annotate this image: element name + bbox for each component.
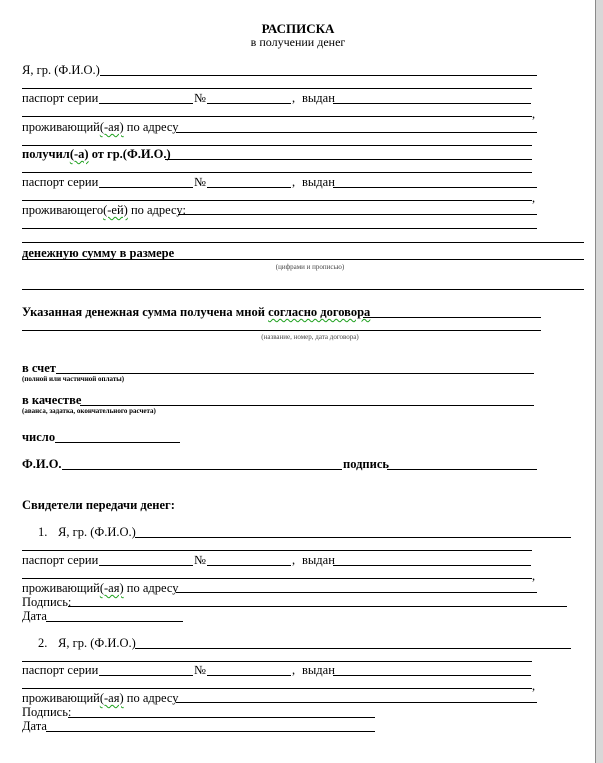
- receiver-issued-field[interactable]: [333, 187, 537, 188]
- witness-1-date-label: Дата: [22, 609, 47, 623]
- witness-2-issued-field-line2[interactable]: [22, 688, 532, 689]
- receiver-comma: ,: [532, 191, 536, 205]
- witness-1-name-field-line2[interactable]: [22, 550, 532, 551]
- witness-2-passport-series-label: паспорт серии: [22, 663, 99, 677]
- contract-field[interactable]: [363, 317, 541, 318]
- witness-1-passport-series-label: паспорт серии: [22, 553, 99, 567]
- witness-2-name-label: Я, гр. (Ф.И.О.): [58, 636, 136, 650]
- as-label: в качестве: [22, 393, 82, 407]
- witness-1-comma: ,: [532, 569, 536, 583]
- as-field[interactable]: [80, 405, 534, 406]
- amount-hint: (цифрами и прописью): [275, 263, 345, 271]
- witness-2-address-field[interactable]: [176, 702, 537, 703]
- receiver-issued-label: выдан: [302, 175, 335, 189]
- witness-1-passport-number-label: №: [194, 553, 206, 567]
- witness-2-signature-label: Подпись:: [22, 705, 72, 719]
- giver-name-field[interactable]: [100, 75, 537, 76]
- receiver-from-label: получил(-а) от гр.(Ф.И.О.): [22, 147, 171, 161]
- witness-2-date-label: Дата: [22, 719, 47, 733]
- witness-2-issued-field[interactable]: [333, 675, 531, 676]
- receiver-passport-number-label: №: [194, 175, 206, 189]
- document-title: РАСПИСКА: [261, 21, 335, 36]
- witness-2-number: 2.: [38, 636, 48, 650]
- witness-1-number: 1.: [38, 525, 48, 539]
- amount-field-line2[interactable]: [22, 289, 584, 290]
- as-hint: (аванса, задатка, окончательного расчета): [22, 407, 156, 415]
- witness-1-date-field[interactable]: [46, 621, 183, 622]
- account-label: в счет: [22, 361, 56, 375]
- receiver-issued-field-line2[interactable]: [22, 200, 532, 201]
- witness-1-issued-label: выдан: [302, 553, 335, 567]
- witness-1-passport-number-field[interactable]: [207, 565, 291, 566]
- receiver-line-top[interactable]: [22, 145, 532, 146]
- receiver-name-field[interactable]: [165, 159, 532, 160]
- receiver-address-field-line3[interactable]: [22, 242, 584, 243]
- giver-address-field[interactable]: [176, 132, 537, 133]
- witness-2-address-label: проживающий(-ая) по адресу: [22, 691, 179, 705]
- date-field[interactable]: [55, 442, 180, 443]
- witness-1-issued-field-line2[interactable]: [22, 578, 532, 579]
- witness-1-issued-field[interactable]: [333, 565, 531, 566]
- witness-1-passport-series-field[interactable]: [99, 565, 193, 566]
- witness-1-address-field[interactable]: [176, 592, 537, 593]
- receiver-address-field[interactable]: [178, 214, 537, 215]
- witness-2-comma: ,: [532, 679, 536, 693]
- fio-label: Ф.И.О.: [22, 457, 62, 471]
- signature-label: подпись: [343, 457, 389, 471]
- account-hint: (полной или частичной оплаты): [22, 375, 125, 383]
- witness-2-passport-number-field[interactable]: [207, 675, 291, 676]
- giver-issued-field-line2[interactable]: [22, 116, 532, 117]
- receiver-passport-series-label: паспорт серии: [22, 175, 99, 189]
- giver-passport-series-field[interactable]: [99, 103, 193, 104]
- account-field[interactable]: [56, 373, 534, 374]
- witness-2-passport-series-field[interactable]: [99, 675, 193, 676]
- witness-1-signature-field[interactable]: [68, 606, 567, 607]
- amount-field[interactable]: [22, 259, 584, 260]
- witnesses-heading: Свидетели передачи денег:: [22, 498, 175, 512]
- giver-passport-number-field[interactable]: [207, 103, 291, 104]
- giver-comma: ,: [532, 107, 536, 121]
- page-edge-shadow: [596, 0, 603, 763]
- contract-label: Указанная денежная сумма получена мной согласно договора: [22, 305, 371, 319]
- receiver-address-label: проживающего(-ей) по адресу:: [22, 203, 186, 217]
- receiver-name-field-line2[interactable]: [22, 172, 532, 173]
- witness-2-passport-number-label: №: [194, 663, 206, 677]
- giver-name-field-line2[interactable]: [22, 88, 532, 89]
- witness-2-signature-field[interactable]: [68, 717, 375, 718]
- witness-1-name-label: Я, гр. (Ф.И.О.): [58, 525, 136, 539]
- signature-field[interactable]: [387, 469, 537, 470]
- date-label: число: [22, 430, 56, 444]
- document-page: РАСПИСКА в получении денег Я, гр. (Ф.И.О.) паспорт серии № , выдан , проживающий(-ая) по адресу получил(-а) от гр.(Ф.И.О.) паспорт серии № , выдан , проживающего(-ей) по адресу: денежную сумму в размере (цифрами и прописью) Указанная денежная сумма получена мной согласно договора (название, номер, дата договора) в счет (полной или частичной оплаты) в качестве (аванса, задатка, окончательного расчета) число Ф.И.О. подпись Свидетели передачи денег: 1. Я, гр. (Ф.И.О.) паспорт серии № , выдан , проживающий(-ая) по адресу Подпись: Дата 2. Я, гр. (Ф.И.О.) паспорт серии № , выдан , проживающий(-ая) по адресу Подпись: Дата: [0, 0, 596, 763]
- giver-address-label: проживающий(-ая) по адресу: [22, 120, 179, 134]
- witness-1-name-field[interactable]: [135, 537, 571, 538]
- giver-issued-label: выдан: [302, 91, 335, 105]
- witness-1-address-label: проживающий(-ая) по адресу: [22, 581, 179, 595]
- witness-1-signature-label: Подпись:: [22, 595, 72, 609]
- giver-passport-number-label: №: [194, 91, 206, 105]
- amount-label: денежную сумму в размере: [22, 246, 175, 260]
- contract-hint: (название, номер, дата договора): [261, 333, 359, 341]
- receiver-passport-series-field[interactable]: [99, 187, 193, 188]
- witness-2-issued-label: выдан: [302, 663, 335, 677]
- fio-field[interactable]: [62, 469, 342, 470]
- giver-issued-field[interactable]: [333, 103, 531, 104]
- witness-2-name-field[interactable]: [135, 648, 571, 649]
- receiver-passport-number-field[interactable]: [207, 187, 291, 188]
- document-subtitle: в получении денег: [250, 35, 346, 49]
- witness-2-name-field-line2[interactable]: [22, 661, 532, 662]
- receiver-address-field-line2[interactable]: [22, 228, 537, 229]
- contract-field-line2[interactable]: [22, 330, 541, 331]
- giver-passport-series-label: паспорт серии: [22, 91, 99, 105]
- witness-2-date-field[interactable]: [46, 731, 375, 732]
- giver-name-label: Я, гр. (Ф.И.О.): [22, 63, 100, 77]
